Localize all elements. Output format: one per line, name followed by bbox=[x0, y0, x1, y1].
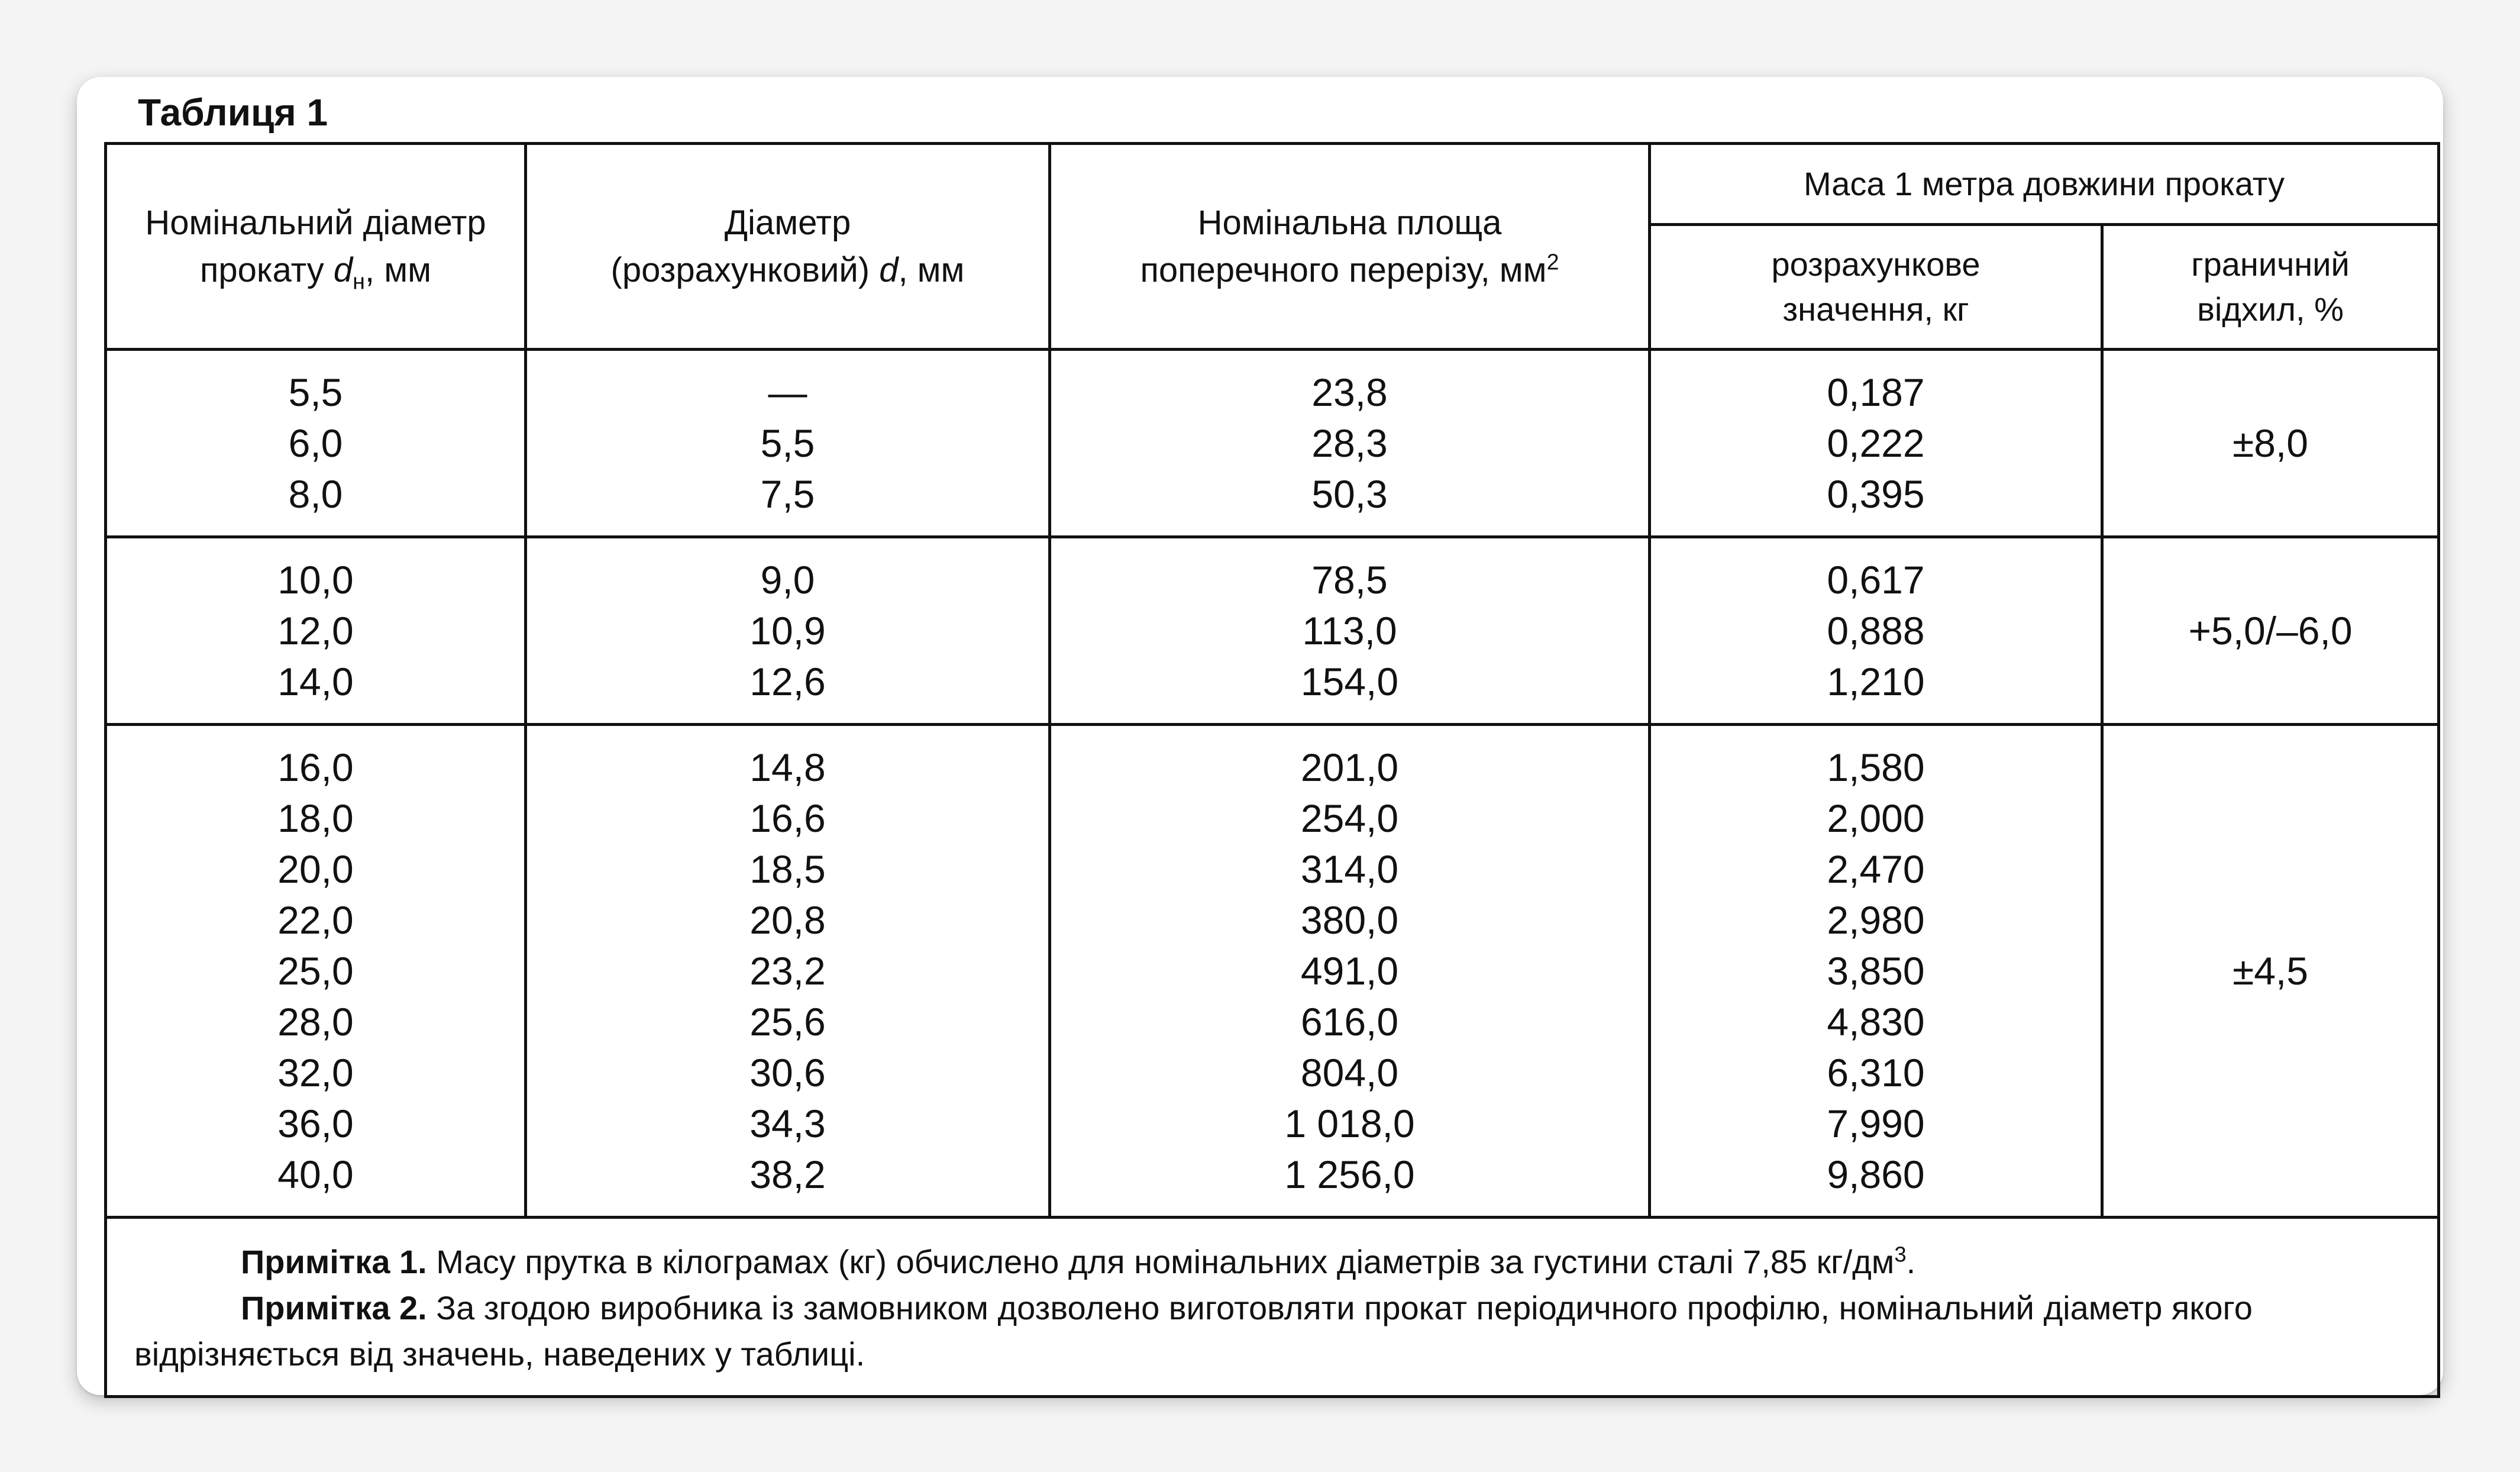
header-nominal-area: Номінальна площа поперечного перерізу, $мм^2$ bbox=[1050, 144, 1650, 350]
cell-value: 38,2 bbox=[749, 1153, 826, 1196]
cell-value: 12,6 bbox=[749, 660, 826, 703]
diameter-cell bbox=[526, 350, 1050, 537]
nominal-cell bbox=[106, 350, 526, 537]
cell-value: 10,0 bbox=[277, 558, 354, 602]
mass-cell bbox=[1650, 725, 2102, 1218]
note-2: Примітка 2. За згодою виробника із замовником дозволено виготовляти прокат періодичного профілю, номінальний діаметр якого відрізняється від значень, наведених у таблиці. bbox=[134, 1289, 2253, 1373]
cell-value: 20,0 bbox=[277, 847, 354, 891]
cell-value: 154,0 bbox=[1300, 660, 1399, 703]
cell-value: 16,0 bbox=[277, 745, 354, 789]
cell-value: 380,0 bbox=[1300, 898, 1399, 942]
cell-value: 201,0 bbox=[1300, 745, 1399, 789]
cell-value: 40,0 bbox=[277, 1153, 354, 1196]
cell-value: 78,5 bbox=[1311, 558, 1388, 602]
cell-value: 25,0 bbox=[277, 949, 354, 993]
cell-value: 7,5 bbox=[760, 472, 815, 516]
cell-value: 113,0 bbox=[1302, 609, 1397, 653]
rebar-table bbox=[104, 142, 2440, 1398]
cell-value: 18,5 bbox=[749, 847, 826, 891]
cell-value: 3,850 bbox=[1827, 949, 1925, 993]
cell-value: 18,0 bbox=[277, 796, 354, 840]
cell-value: 50,3 bbox=[1311, 472, 1388, 516]
cell-value: 23,8 bbox=[1311, 370, 1388, 414]
cell-value: 16,6 bbox=[749, 796, 826, 840]
cell-value: 1,210 bbox=[1827, 660, 1925, 703]
cell-value: 0,222 bbox=[1827, 421, 1925, 465]
cell-value: 5,5 bbox=[288, 370, 343, 414]
header-deviation: граничний відхил, % bbox=[2102, 225, 2439, 350]
deviation-cell: ±8,0 bbox=[2102, 350, 2439, 537]
cell-value: 1 018,0 bbox=[1284, 1102, 1415, 1145]
cell-value: 6,0 bbox=[288, 421, 343, 465]
cell-value: 0,187 bbox=[1827, 370, 1925, 414]
cell-value: 2,000 bbox=[1827, 796, 1925, 840]
table-row-group-3 bbox=[106, 725, 2439, 1218]
cell-value: 28,0 bbox=[277, 1000, 354, 1044]
cell-value: 491,0 bbox=[1300, 949, 1399, 993]
cell-value: 7,990 bbox=[1827, 1102, 1925, 1145]
cell-value: 22,0 bbox=[277, 898, 354, 942]
cell-value: 1,580 bbox=[1827, 745, 1925, 789]
diameter-cell bbox=[526, 725, 1050, 1218]
cell-value: 254,0 bbox=[1300, 796, 1399, 840]
cell-value: 2,980 bbox=[1827, 898, 1925, 942]
cell-value: 2,470 bbox=[1827, 847, 1925, 891]
deviation-cell: ±4,5 bbox=[2102, 725, 2439, 1218]
header-calculated-mass: розрахункове значення, кг bbox=[1650, 225, 2102, 350]
area-cell bbox=[1050, 725, 1650, 1218]
mass-cell bbox=[1650, 350, 2102, 537]
notes bbox=[106, 1218, 2439, 1397]
cell-value: 6,310 bbox=[1827, 1051, 1925, 1095]
area-cell bbox=[1050, 350, 1650, 537]
table-row-group-2 bbox=[106, 537, 2439, 725]
cell-value: 30,6 bbox=[749, 1051, 826, 1095]
cell-value: 28,3 bbox=[1311, 421, 1388, 465]
area-cell bbox=[1050, 537, 1650, 725]
header-calculated-diameter: Діаметр (розрахунковий) d, мм bbox=[526, 144, 1050, 350]
cell-value: 8,0 bbox=[288, 472, 343, 516]
note-1: Примітка 1. Масу прутка в кілограмах (кг) обчислено для номінальних діаметрів за густини сталі 7,85 $кг/дм^3$. bbox=[241, 1242, 1916, 1280]
cell-value: 0,888 bbox=[1827, 609, 1925, 653]
cell-value: 0,395 bbox=[1827, 472, 1925, 516]
nominal-cell bbox=[106, 537, 526, 725]
table-row-group-1 bbox=[106, 350, 2439, 537]
cell-value: — bbox=[768, 370, 807, 414]
nominal-cell bbox=[106, 725, 526, 1218]
cell-value: 9,860 bbox=[1827, 1153, 1925, 1196]
header-mass-group: Маса 1 метра довжини прокату bbox=[1650, 144, 2439, 225]
cell-value: 10,9 bbox=[749, 609, 826, 653]
notes-row bbox=[106, 1218, 2439, 1397]
deviation-cell: +5,0/–6,0 bbox=[2102, 537, 2439, 725]
cell-value: 314,0 bbox=[1300, 847, 1399, 891]
cell-value: 20,8 bbox=[749, 898, 826, 942]
cell-value: 34,3 bbox=[749, 1102, 826, 1145]
cell-value: 12,0 bbox=[277, 609, 354, 653]
cell-value: 9,0 bbox=[760, 558, 815, 602]
cell-value: 1 256,0 bbox=[1284, 1153, 1415, 1196]
cell-value: 14,8 bbox=[749, 745, 826, 789]
table-caption: Таблиця 1 bbox=[138, 91, 328, 134]
cell-value: 804,0 bbox=[1300, 1051, 1399, 1095]
cell-value: 32,0 bbox=[277, 1051, 354, 1095]
cell-value: 4,830 bbox=[1827, 1000, 1925, 1044]
cell-value: 5,5 bbox=[760, 421, 815, 465]
cell-value: 23,2 bbox=[749, 949, 826, 993]
cell-value: 14,0 bbox=[277, 660, 354, 703]
cell-value: 0,617 bbox=[1827, 558, 1925, 602]
header-nominal-diameter: Номінальний діаметр прокату $d_н$, мм bbox=[106, 144, 526, 350]
cell-value: 36,0 bbox=[277, 1102, 354, 1145]
cell-value: 25,6 bbox=[749, 1000, 826, 1044]
mass-cell bbox=[1650, 537, 2102, 725]
cell-value: 616,0 bbox=[1300, 1000, 1399, 1044]
table-body bbox=[106, 350, 2439, 1397]
diameter-cell bbox=[526, 537, 1050, 725]
